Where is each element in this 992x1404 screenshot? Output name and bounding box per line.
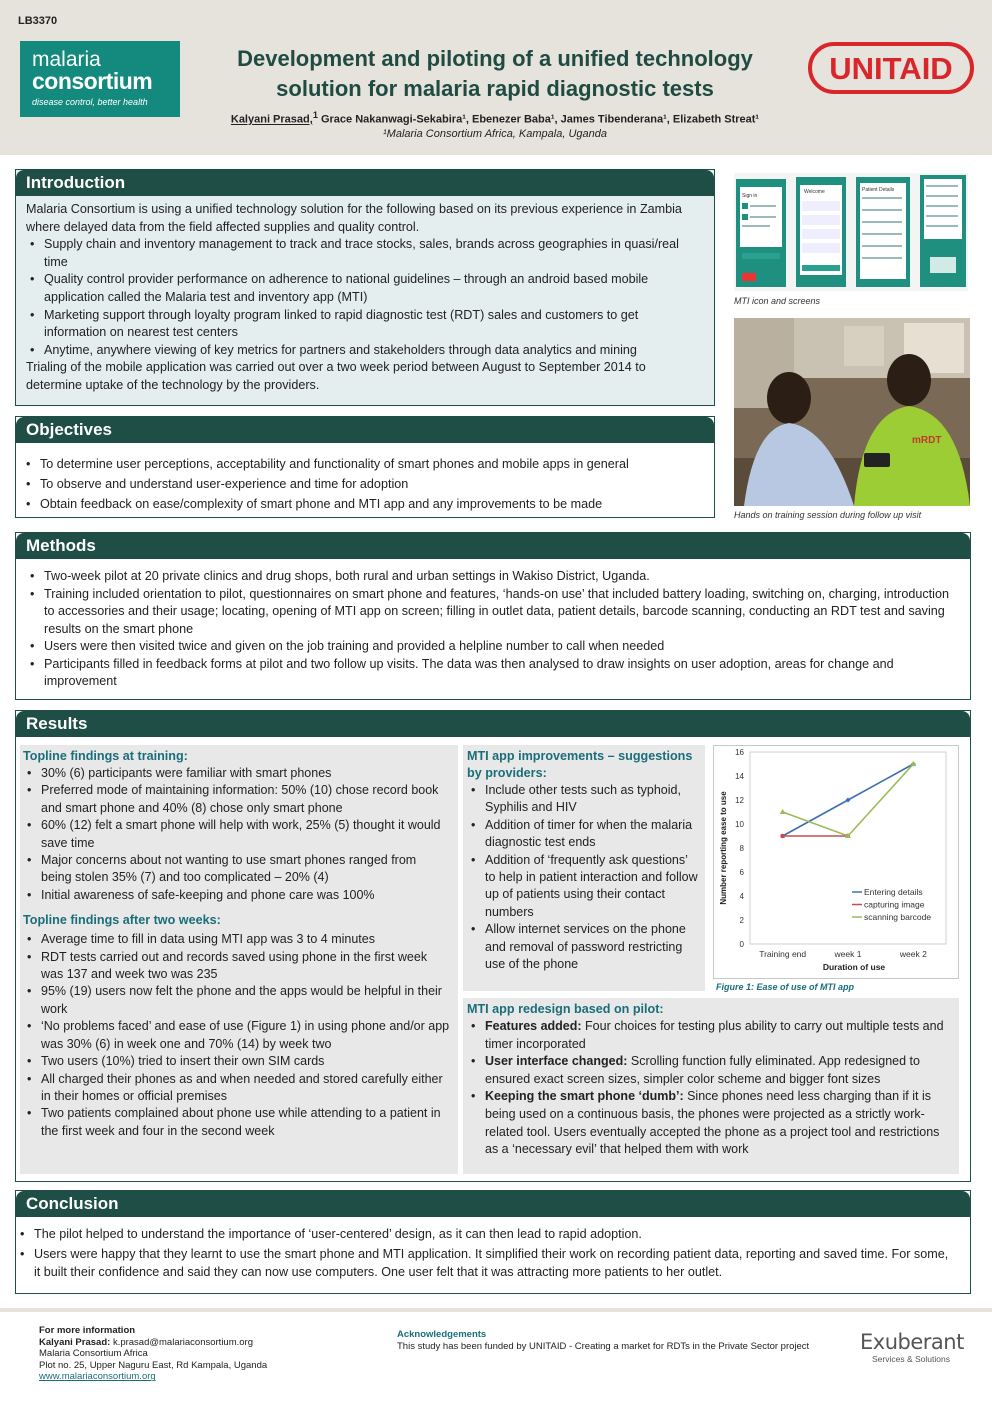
- objectives-section: [15, 416, 715, 518]
- list-item: • Addition of timer for when the malaria diagnostic test ends: [467, 817, 699, 852]
- y-tick-label: 16: [735, 748, 744, 757]
- list-item: • Users were happy that they learnt to use the smart phone and MTI application. It simplified their work on recording patient data, reporting and saved time. For some, it built their confidence and said they can now use computers. One user felt that it was attracting more patients to her outlet.: [16, 1245, 956, 1281]
- list-item: • Two patients complained about phone use while attending to a patient in the first week and four in the second week: [23, 1105, 450, 1140]
- list-item: • Allow internet services on the phone and removal of password restricting use of the phone: [467, 921, 699, 973]
- redesign-item-bold: User interface changed:: [485, 1054, 628, 1069]
- svg-text:mRDT: mRDT: [912, 435, 942, 446]
- list-item: • ‘No problems faced’ and ease of use (Figure 1) in using phone and/or app was 30% (6) in week one and 70% (14) by week two: [23, 1018, 450, 1053]
- redesign-item-bold: Keeping the smart phone ‘dumb’:: [485, 1089, 684, 1104]
- footer-divider: [0, 1308, 992, 1312]
- training-findings-list: [23, 765, 450, 904]
- list-item: • 95% (19) users now felt the phone and the apps would be helpful in their work: [23, 983, 450, 1018]
- exuberant-logo: [860, 1330, 970, 1364]
- chart-svg: [714, 746, 960, 980]
- list-item: • Average time to fill in data using MTI app was 3 to 4 minutes: [23, 931, 450, 948]
- list-item: • Include other tests such as typhoid, Syphilis and HIV: [467, 782, 699, 817]
- results-heading: Results: [16, 711, 970, 737]
- list-item: • Obtain feedback on ease/complexity of smart phone and MTI app and any improvements to be made: [22, 494, 704, 514]
- list-item: • 60% (12) felt a smart phone will help with work, 25% (5) thought it would save time: [23, 817, 450, 852]
- ack-title: Acknowledgements: [397, 1329, 487, 1340]
- logo-line1: malaria: [32, 48, 101, 71]
- topline-findings-panel: [20, 745, 458, 1174]
- objectives-list: [16, 443, 714, 514]
- y-tick-label: 4: [739, 892, 744, 901]
- y-tick-label: 14: [735, 772, 744, 781]
- ease-of-use-chart: [713, 745, 959, 979]
- figure-caption: Figure 1: Ease of use of MTI app: [716, 982, 855, 992]
- unitaid-wordmark: UNITAID: [829, 51, 953, 86]
- introduction-heading: Introduction: [16, 170, 714, 196]
- author-first: Kalyani Prasad,: [230, 113, 313, 126]
- list-item: • Anytime, anywhere viewing of key metrics for partners and stakeholders through data analytics and mining: [26, 342, 704, 360]
- list-item: • Quality control provider performance on adherence to national guidelines – through an android based mobile application called the Malaria test and inventory app (MTI): [26, 271, 704, 306]
- conclusion-list: [16, 1217, 970, 1281]
- list-item: • Two users (10%) tried to insert their own SIM cards: [23, 1053, 450, 1070]
- mti-screens-image: [734, 173, 968, 291]
- contact-org: Malaria Consortium Africa: [39, 1348, 148, 1360]
- list-item: • To determine user perceptions, acceptability and functionality of smart phones and mobile apps in general: [22, 454, 704, 474]
- y-tick-label: 8: [739, 844, 744, 853]
- redesign-item-text: Since phones need less charging than if it is being used on a continuous basis, the phones were projected as a strictly work-related tool. Users eventually accepted the phone as a project tool and restrictions as a ‘necessary evil’ that helped them with work: [485, 1089, 940, 1157]
- list-item: • Two-week pilot at 20 private clinics and drug shops, both rural and urban settings in Wakiso District, Uganda.: [26, 568, 956, 586]
- svg-text:Welcome: Welcome: [804, 189, 825, 195]
- title-line2: solution for malaria rapid diagnostic tests: [276, 76, 714, 101]
- list-item: • All charged their phones as and when needed and stored carefully either in their homes or official premises: [23, 1071, 450, 1106]
- introduction-closing: Trialing of the mobile application was carried out over a two week period between August to September 2014 to determine uptake of the technology by the providers.: [26, 360, 646, 392]
- list-item: [467, 1053, 951, 1088]
- list-item: • Training included orientation to pilot, questionnaires on smart phone and features, ‘hands-on use’ that included battery loading, switching on, charging, introduction to accessories and their usage; locating, opening of MTI app on screen; filling in outlet data, patient details, barcode scanning, conducting an RDT test and saving results on the smart phone: [26, 586, 956, 639]
- legend-entry: scanning barcode: [864, 912, 932, 922]
- phone-screens-graphic: [734, 173, 968, 291]
- x-axis-label: Duration of use: [822, 962, 886, 972]
- list-item: • Preferred mode of maintaining information: 50% (10) chose record book and smart phone and 40% (8) chose only smart phone: [23, 782, 450, 817]
- poster-header: [0, 0, 992, 155]
- legend-entry: capturing image: [864, 899, 925, 910]
- y-axis-label: Number reporting ease to use: [719, 791, 728, 905]
- methods-section: [15, 532, 971, 700]
- improvements-panel: [463, 745, 705, 991]
- svg-text:Sign in: Sign in: [742, 193, 758, 199]
- improvements-list: [467, 782, 699, 973]
- list-item: • Users were then visited twice and given on the job training and provided a helpline number to call when needed: [26, 638, 956, 656]
- legend-entry: Entering details: [864, 887, 923, 897]
- list-item: • Addition of ‘frequently ask questions’ to help in patient interaction and follow up of patients using their contact numbers: [467, 852, 699, 922]
- list-item: • Initial awareness of safe-keeping and phone care was 100%: [23, 887, 450, 904]
- redesign-panel: [463, 998, 959, 1174]
- introduction-section: [15, 169, 715, 406]
- two-weeks-findings-title: Topline findings after two weeks:: [23, 913, 221, 928]
- methods-heading: Methods: [16, 533, 970, 559]
- list-item: • 30% (6) participants were familiar with smart phones: [23, 765, 450, 782]
- acknowledgements: [397, 1329, 809, 1352]
- data-point: [781, 834, 785, 838]
- conclusion-heading: Conclusion: [16, 1191, 970, 1217]
- y-tick-label: 2: [739, 916, 744, 925]
- list-item: • RDT tests carried out and records saved using phone in the first week was 137 and week two was 235: [23, 949, 450, 984]
- svg-text:Patient Details: Patient Details: [862, 187, 895, 193]
- training-findings-title: Topline findings at training:: [23, 749, 188, 763]
- training-photo: [734, 318, 970, 506]
- authors: Kalyani Prasad,$^1$ Grace Nakanwagi-Sekabira¹, Ebenezer Baba¹, James Tibenderana¹, Elizabeth Streat¹: [230, 110, 760, 126]
- introduction-lead: Malaria Consortium is using a unified technology solution for the following based on its previous experience in Zambia where delayed data from the field affected supplies and quality control.: [26, 202, 682, 234]
- ack-text: This study has been funded by UNITAID - Creating a market for RDTs in the Private Sector project: [397, 1340, 810, 1352]
- x-tick-label: week 2: [899, 949, 927, 959]
- list-item: • Supply chain and inventory management to track and trace stocks, sales, brands across geographies in quasi/real time: [26, 236, 704, 271]
- redesign-item-bold: Features added:: [485, 1019, 582, 1033]
- unitaid-logo: [808, 42, 974, 94]
- conclusion-section: [15, 1190, 971, 1294]
- poster-id: LB3370: [18, 15, 58, 27]
- title-line1: Development and piloting of a unified technology: [237, 46, 753, 71]
- contact-info: [39, 1325, 267, 1383]
- website-link[interactable]: www.malariaconsortium.org: [39, 1371, 156, 1383]
- objectives-heading: Objectives: [16, 417, 714, 443]
- redesign-list: [467, 1018, 951, 1159]
- x-tick-label: week 1: [834, 949, 862, 959]
- improvements-title: MTI app improvements – suggestions by providers:: [467, 749, 693, 780]
- designer-name: Exuberant: [860, 1330, 964, 1354]
- logo-line2: consortium: [32, 68, 153, 94]
- list-item: • Participants filled in feedback forms at pilot and two follow up visits. The data was then analysed to draw insights on user adoption, areas for change and improvement: [26, 656, 956, 691]
- data-point: [910, 761, 916, 766]
- list-item: [467, 1018, 951, 1053]
- designer-tag: Services & Solutions: [872, 1354, 950, 1364]
- y-tick-label: 0: [739, 940, 744, 949]
- more-info-label: For more information: [39, 1325, 136, 1336]
- affiliation: ¹Malaria Consortium Africa, Kampala, Uganda: [383, 128, 607, 140]
- contact-email[interactable]: k.prasad@malariaconsortium.org: [112, 1336, 253, 1348]
- list-item: • The pilot helped to understand the importance of ‘user-centered’ design, as it can then lead to rapid adoption.: [16, 1225, 956, 1243]
- contact-name: Kalyani Prasad:: [39, 1336, 111, 1348]
- list-item: • Major concerns about not wanting to use smart phones ranged from being stolen 35% (7) and too complicated – 20% (4): [23, 852, 450, 887]
- y-tick-label: 10: [735, 820, 744, 829]
- redesign-item-text: Four choices for testing plus ability to carry out multiple tests and timer incorporated: [485, 1019, 944, 1051]
- list-item: [467, 1088, 951, 1158]
- redesign-item-text: Scrolling function fully eliminated. App redesigned to ensured exact screen sizes, simpler color scheme and bigger font sizes: [485, 1054, 920, 1086]
- list-item: • Marketing support through loyalty program linked to rapid diagnostic test (RDT) sales and customers to get information on nearest test centers: [26, 307, 704, 342]
- screens-caption: MTI icon and screens: [734, 296, 821, 306]
- photo-caption: Hands on training session during follow up visit: [734, 510, 922, 520]
- logo-tagline: disease control, better health: [32, 97, 148, 107]
- two-weeks-findings-list: [23, 931, 450, 1140]
- poster-title: [210, 44, 780, 104]
- redesign-title: MTI app redesign based on pilot:: [467, 1002, 664, 1016]
- y-tick-label: 12: [735, 796, 744, 805]
- x-tick-label: Training end: [759, 949, 807, 959]
- data-point: [780, 809, 786, 814]
- list-item: • To observe and understand user-experience and time for adoption: [22, 474, 704, 494]
- contact-address: Plot no. 25, Upper Naguru East, Rd Kampala, Uganda: [39, 1359, 268, 1371]
- training-photo-graphic: [734, 318, 970, 506]
- methods-list: [16, 559, 970, 691]
- introduction-list: [26, 236, 704, 359]
- malaria-consortium-logo: [20, 41, 180, 117]
- y-tick-label: 6: [739, 868, 744, 877]
- authors-rest: Grace Nakanwagi-Sekabira¹, Ebenezer Baba¹, James Tibenderana¹, Elizabeth Streat¹: [320, 113, 760, 126]
